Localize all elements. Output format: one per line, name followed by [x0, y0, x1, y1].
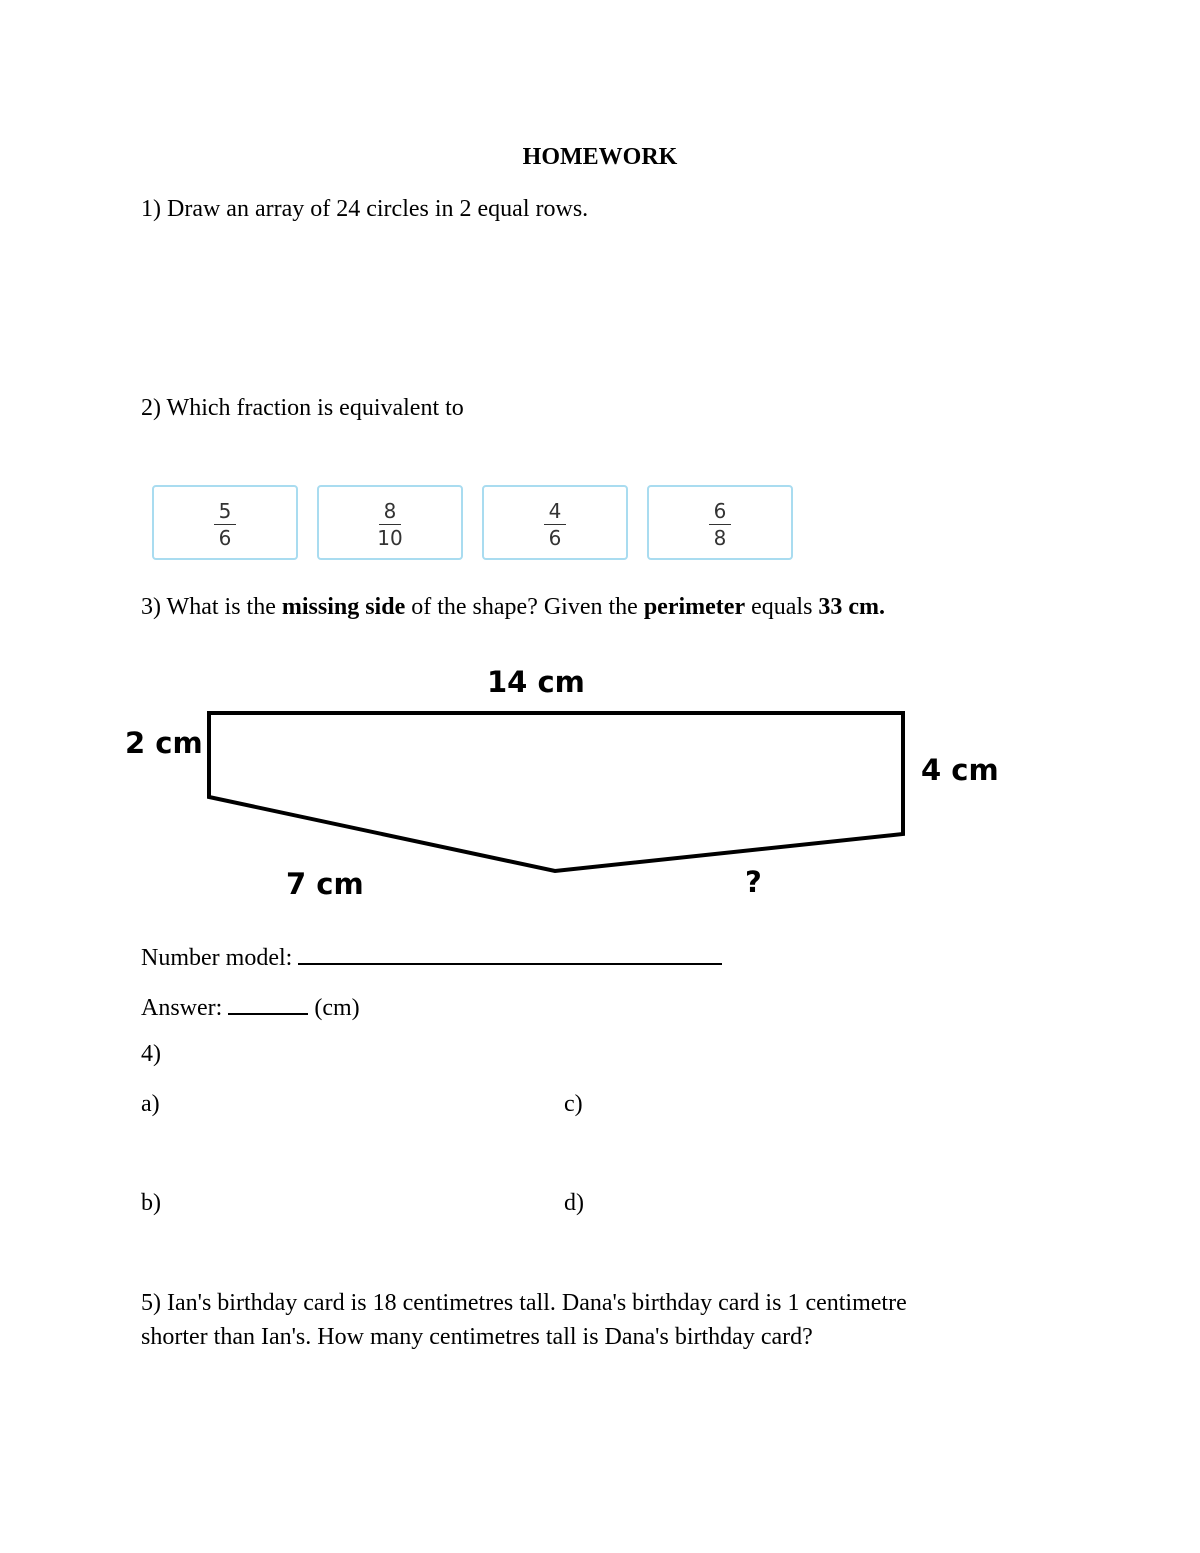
fraction-denominator: 10: [377, 526, 403, 550]
number-model-blank[interactable]: [298, 941, 722, 965]
page-title: HOMEWORK: [522, 144, 678, 170]
question-5-line-2: shorter than Ian's. How many centimetres tall is Dana's birthday card?: [141, 1324, 813, 1350]
q3-bold-missing-side: missing side: [281, 594, 406, 620]
question-1: 1) Draw an array of 24 circles in 2 equal rows.: [141, 196, 589, 222]
question-5-line-1: 5) Ian's birthday card is 18 centimetres tall. Dana's birthday card is 1 centimetre: [141, 1290, 907, 1316]
fraction-denominator: 6: [548, 526, 562, 550]
fraction-denominator: 8: [713, 526, 727, 550]
fraction-denominator: 6: [218, 526, 232, 550]
fraction-numerator: 4: [548, 499, 562, 523]
q3-text-3: equals: [745, 594, 819, 620]
answer-unit: (cm): [314, 995, 360, 1021]
answer-blank[interactable]: [228, 991, 308, 1015]
q4-part-b: b): [141, 1190, 161, 1216]
answer-row: [141, 991, 360, 1022]
question-4: 4): [141, 1041, 161, 1067]
q4-part-d: d): [564, 1190, 584, 1216]
q3-bold-33cm: 33 cm.: [818, 594, 886, 620]
fraction-numerator: 5: [218, 499, 232, 523]
fraction-numerator: 8: [383, 499, 397, 523]
number-model-row: [141, 941, 722, 972]
q4-part-c: c): [564, 1091, 583, 1117]
q3-bold-perimeter: perimeter: [643, 594, 746, 620]
number-model-label: Number model:: [141, 945, 293, 971]
q3-text-2: of the shape? Given the: [405, 594, 644, 620]
question-2: 2) Which fraction is equivalent to: [141, 395, 464, 421]
answer-label: Answer:: [141, 995, 223, 1021]
label-right-4cm: 4 cm: [921, 753, 999, 787]
q4-part-a: a): [141, 1091, 160, 1117]
label-missing-side: ?: [745, 865, 762, 899]
q3-text-1: 3) What is the: [141, 594, 282, 620]
label-top-14cm: 14 cm: [487, 665, 585, 699]
fraction-numerator: 6: [713, 499, 727, 523]
shape-outline: [209, 713, 903, 871]
label-left-2cm: 2 cm: [125, 726, 203, 760]
label-bottom-left-7cm: 7 cm: [286, 867, 364, 901]
